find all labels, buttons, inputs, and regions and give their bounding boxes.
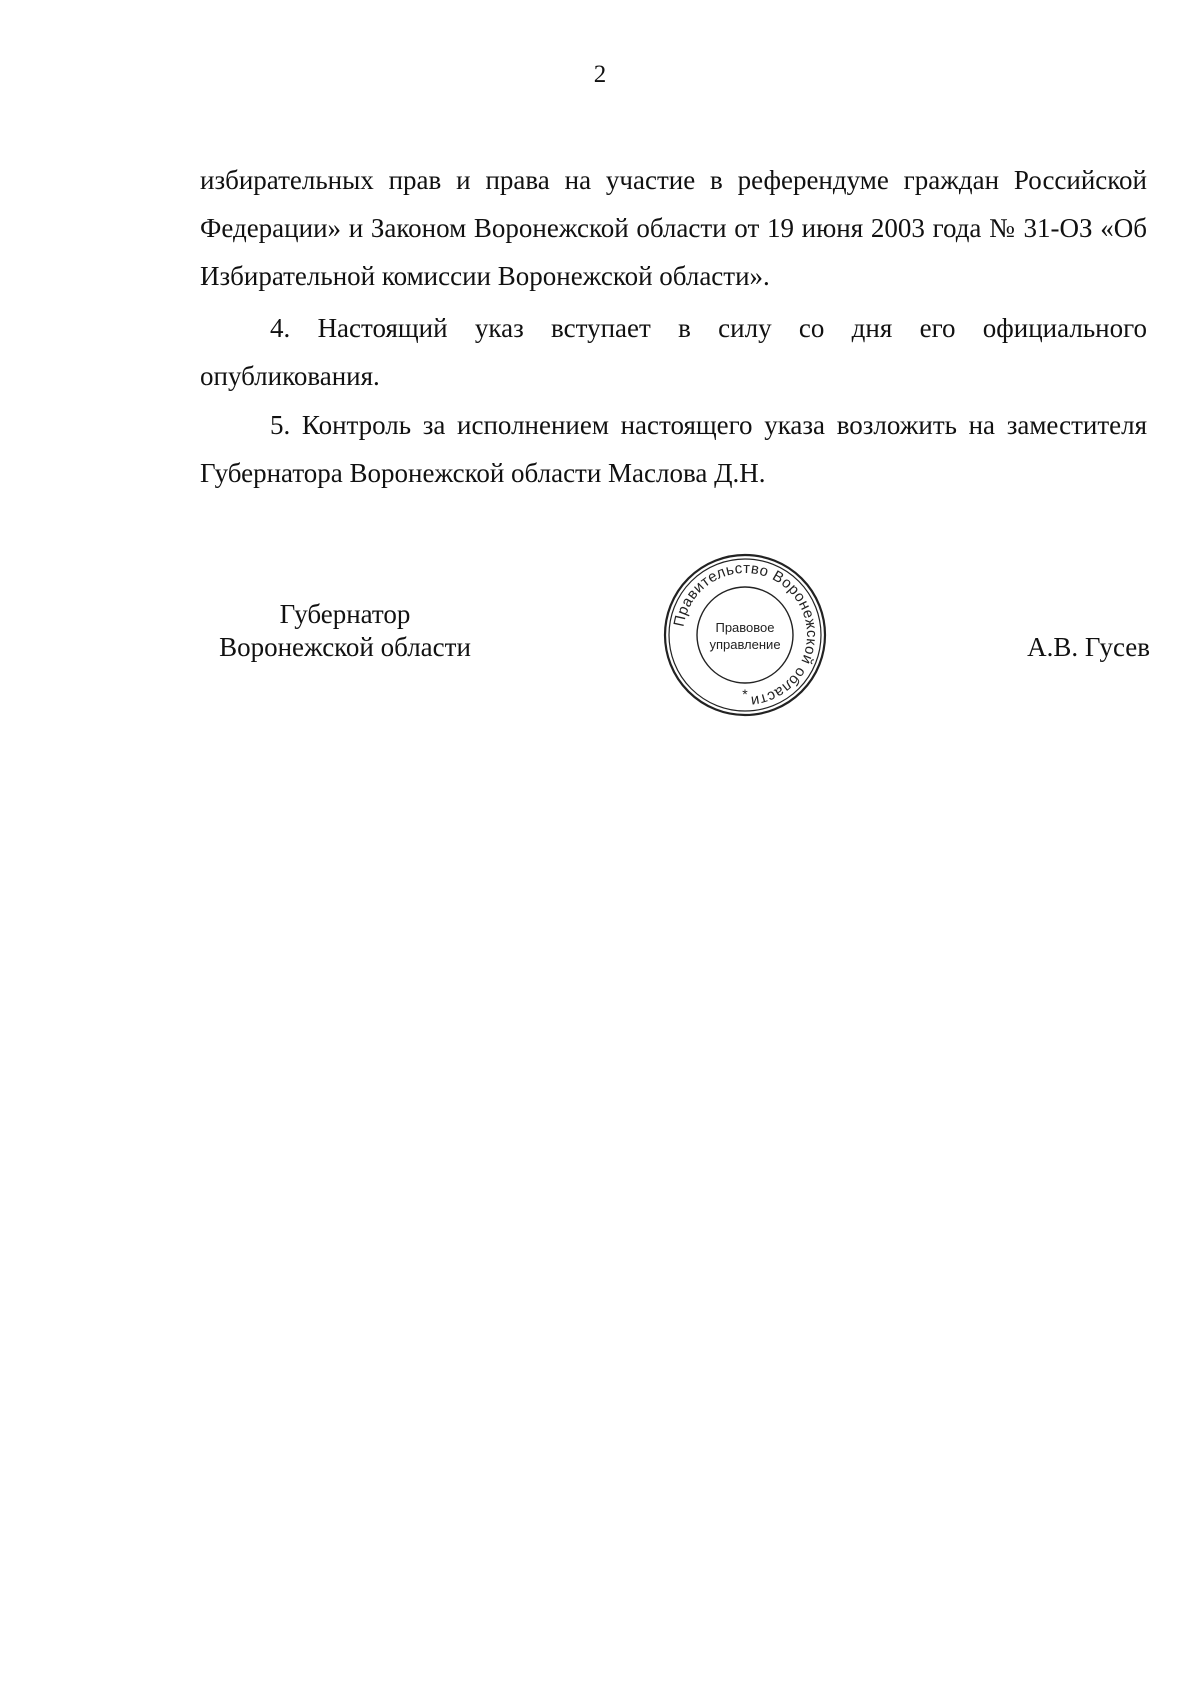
- stamp-inner-line1: Правовое: [715, 620, 775, 635]
- paragraph-item-5: [200, 401, 1147, 497]
- stamp-inner-line2: управление: [709, 637, 781, 652]
- paragraph-continuation-text: избирательных прав и права на участие в референдуме граждан Российской Федерации» и Законом Воронежской области от 19 июня 2003 года № 31-ОЗ «Об Избирательной комиссии Воронежской области».: [200, 165, 1147, 291]
- signatory-position: [200, 598, 490, 664]
- signatory-name: А.В. Гусев: [1027, 632, 1150, 662]
- signatory-position-line2: Воронежской области: [219, 632, 471, 662]
- paragraph-item-4-text: 4. Настоящий указ вступает в силу со дня его официального опубликования.: [200, 313, 1147, 391]
- paragraph-item-5-text: 5. Контроль за исполнением настоящего указа возложить на заместителя Губернатора Воронежской области Маслова Д.Н.: [200, 410, 1147, 488]
- page-number: 2: [593, 61, 607, 88]
- paragraph-continuation: [200, 156, 1147, 300]
- official-stamp: [660, 550, 830, 720]
- stamp-outer-text: Правительство Воронежской области: [670, 559, 821, 710]
- stamp-star-icon: *: [742, 686, 748, 702]
- signatory-position-line1: Губернатор: [279, 599, 411, 629]
- paragraph-item-4: [200, 304, 1147, 400]
- stamp-seal-icon: [660, 550, 830, 720]
